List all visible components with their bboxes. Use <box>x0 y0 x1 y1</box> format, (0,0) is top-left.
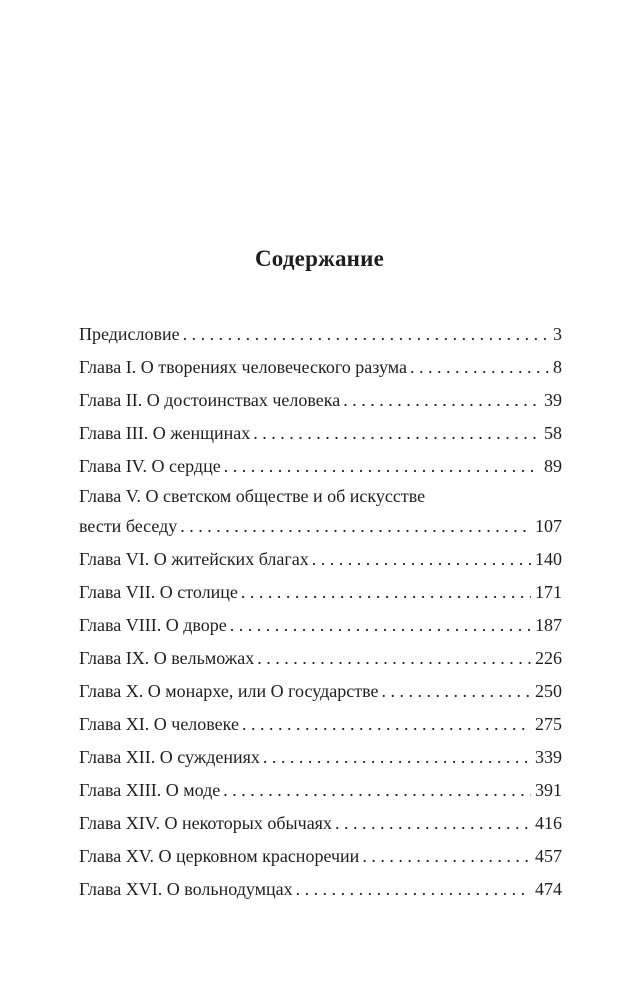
dot-leader <box>335 807 531 840</box>
toc-entry <box>79 741 562 774</box>
toc-entry <box>79 675 562 708</box>
toc-entry-label: Глава VIII. О дворе <box>79 615 227 635</box>
toc-entry <box>79 642 562 675</box>
dot-leader <box>180 510 531 543</box>
toc-entry-page: 3 <box>553 324 562 344</box>
table-of-contents <box>79 318 562 906</box>
toc-entry-label: Глава XIV. О некоторых обычаях <box>79 813 332 833</box>
toc-entry-page: 250 <box>535 681 562 701</box>
toc-entry-page: 226 <box>535 648 562 668</box>
toc-entry-label: Глава IX. О вельможах <box>79 648 255 668</box>
dot-leader <box>362 840 531 873</box>
toc-entry-page: 275 <box>535 714 562 734</box>
toc-entry-page: 416 <box>535 813 562 833</box>
dot-leader <box>224 450 540 483</box>
dot-leader <box>230 609 531 642</box>
dot-leader <box>296 873 531 906</box>
toc-entry-page: 457 <box>535 846 562 866</box>
dot-leader <box>253 417 540 450</box>
toc-entry-page: 39 <box>544 390 562 410</box>
toc-entry-label: Глава VII. О столице <box>79 582 238 602</box>
toc-entry-page: 58 <box>544 423 562 443</box>
toc-entry-label: Глава XIII. О моде <box>79 780 221 800</box>
toc-entry-page: 171 <box>535 582 562 602</box>
toc-entry <box>79 873 562 906</box>
toc-entry-label: Глава X. О монархе, или О государстве <box>79 681 379 701</box>
toc-entry <box>79 483 562 543</box>
dot-leader <box>242 708 531 741</box>
dot-leader <box>263 741 531 774</box>
toc-entry-page: 140 <box>535 549 562 569</box>
toc-title: Содержание <box>255 246 384 271</box>
toc-entry <box>79 318 562 351</box>
toc-entry-label: Глава XI. О человеке <box>79 714 239 734</box>
toc-entry <box>79 609 562 642</box>
toc-entry-label: Глава XII. О суждениях <box>79 747 260 767</box>
toc-entry <box>79 450 562 483</box>
toc-entry <box>79 708 562 741</box>
toc-entry-page: 107 <box>535 516 562 536</box>
toc-entry-label: Предисловие <box>79 324 180 344</box>
toc-entry-page: 391 <box>535 780 562 800</box>
toc-entry-page: 187 <box>535 615 562 635</box>
dot-leader <box>312 543 531 576</box>
dot-leader <box>381 675 531 708</box>
toc-entry-page: 474 <box>535 879 562 899</box>
toc-entry <box>79 840 562 873</box>
toc-entry <box>79 384 562 417</box>
dot-leader <box>257 642 531 675</box>
toc-entry <box>79 576 562 609</box>
toc-entry-label-continued: вести беседу <box>79 516 178 536</box>
toc-entry-label: Глава XVI. О вольнодумцах <box>79 879 293 899</box>
dot-leader <box>343 384 540 417</box>
toc-entry-page: 8 <box>553 357 562 377</box>
toc-entry-label: Глава I. О творениях человеческого разума <box>79 357 407 377</box>
dot-leader <box>183 318 549 351</box>
toc-entry-label: Глава V. О светском обществе и об искусстве <box>79 486 426 506</box>
toc-entry-label: Глава VI. О житейских благах <box>79 549 309 569</box>
toc-entry <box>79 543 562 576</box>
toc-entry-label: Глава XV. О церковном красноречии <box>79 846 360 866</box>
toc-entry-label: Глава II. О достоинствах человека <box>79 390 341 410</box>
toc-entry-page: 89 <box>544 456 562 476</box>
dot-leader <box>410 351 549 384</box>
dot-leader <box>241 576 531 609</box>
toc-entry-label: Глава III. О женщинах <box>79 423 251 443</box>
toc-entry-page: 339 <box>535 747 562 767</box>
toc-entry <box>79 807 562 840</box>
toc-entry <box>79 417 562 450</box>
toc-entry <box>79 351 562 384</box>
toc-entry-label: Глава IV. О сердце <box>79 456 221 476</box>
dot-leader <box>223 774 531 807</box>
toc-entry <box>79 774 562 807</box>
